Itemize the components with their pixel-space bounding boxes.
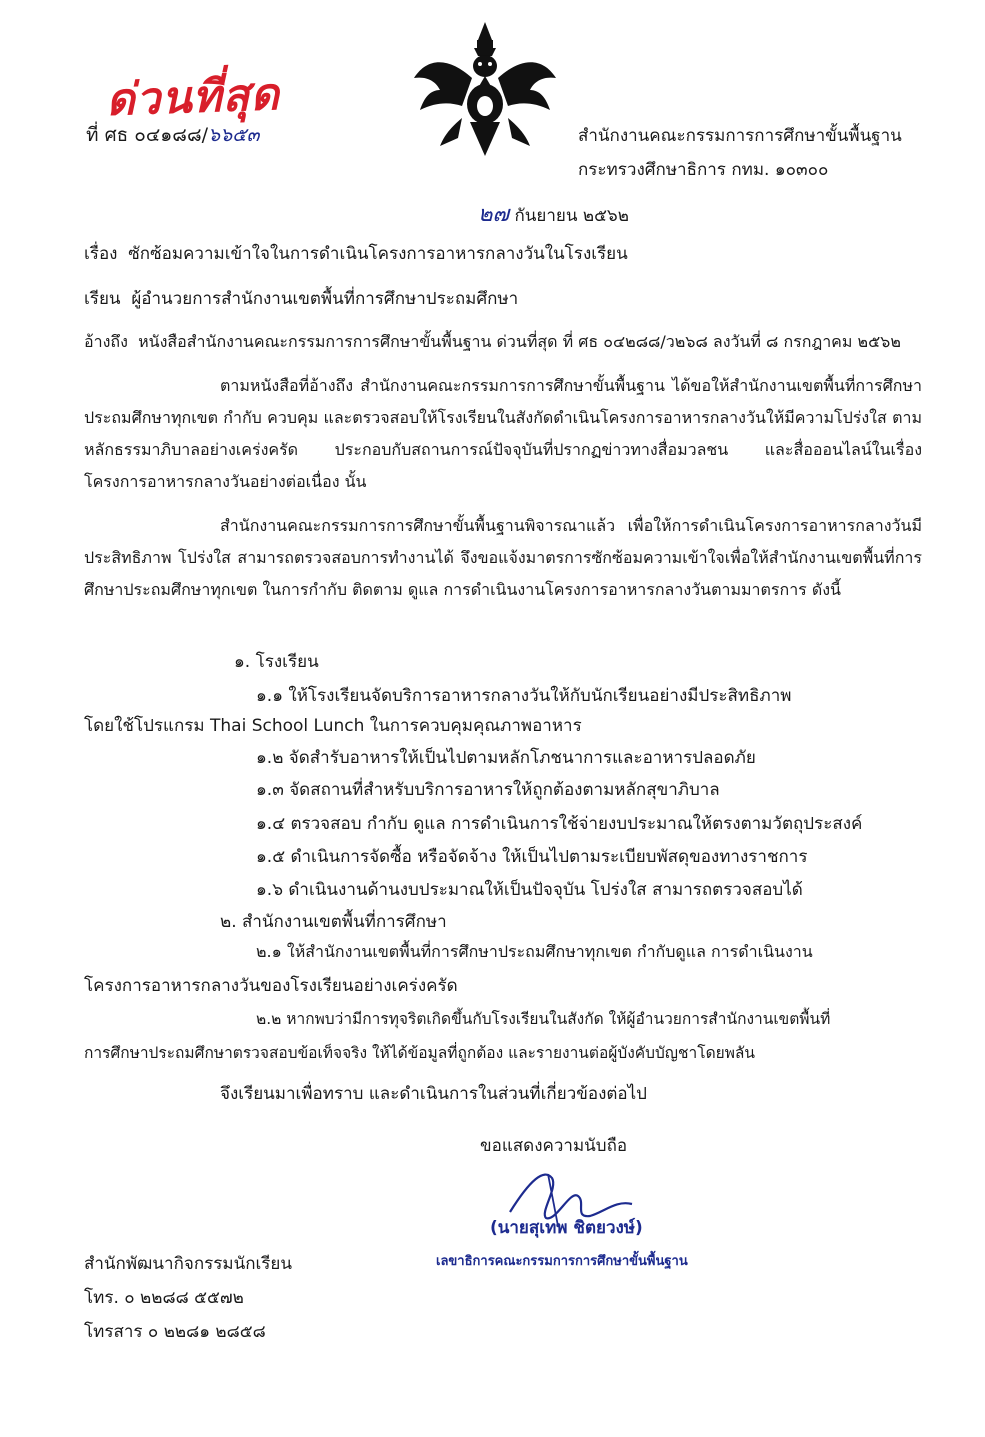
reference-label: อ้างถึง (84, 332, 128, 351)
salutation: ขอแสดงความนับถือ (480, 1136, 628, 1156)
closing-sentence: จึงเรียนมาเพื่อทราบ และดำเนินการในส่วนที่เกี่ยวข้องต่อไป (220, 1084, 647, 1104)
issuer-office: สำนักงานคณะกรรมการการศึกษาขั้นพื้นฐาน (578, 126, 902, 146)
item-1-1-continued: โดยใช้โปรแกรม Thai School Lunch ในการควบคุมคุณภาพอาหาร (84, 716, 582, 736)
section-1-title: ๑. โรงเรียน (234, 652, 319, 672)
body-paragraph-1: ตามหนังสือที่อ้างถึง สำนักงานคณะกรรมการการศึกษาขั้นพื้นฐาน ได้ขอให้สำนักงานเขตพื้นที่การศึกษาประถมศึกษาทุกเขต กำกับ ควบคุม และตรวจสอบให้โรงเรียนในสังกัดดำเนินโครงการอาหารกลางวันให้มีความโปร่งใส ตามหลักธรรมาภิบาลอย่างเคร่งครัด ประกอบกับสถานการณ์ปัจจุบันที่ปรากฏข่าวทางสื่อมวลชน และสื่อออนไลน์ในเรื่องโครงการอาหารกลางวันอย่างต่อเนื่อง นั้น (84, 376, 922, 491)
signatory-name: (นายสุเทพ ชิตยวงษ์) (490, 1218, 643, 1238)
subject-text: ซักซ้อมความเข้าใจในการดำเนินโครงการอาหารกลางวันในโรงเรียน (128, 244, 628, 264)
ref-handwritten-number: ๖๖๕๓ (208, 124, 260, 146)
item-2-2: ๒.๒ หากพบว่ามีการทุจริตเกิดขึ้นกับโรงเรียนในสังกัด ให้ผู้อำนวยการสำนักงานเขตพื้นที่ (256, 1010, 831, 1028)
signatory-title: เลขาธิการคณะกรรมการการศึกษาขั้นพื้นฐาน (436, 1254, 688, 1269)
item-1-2: ๑.๒ จัดสำรับอาหารให้เป็นไปตามหลักโภชนาการและอาหารปลอดภัย (256, 748, 756, 768)
footer-fax: โทรสาร ๐ ๒๒๘๑ ๒๘๕๘ (84, 1322, 266, 1342)
recipient-line (84, 285, 518, 312)
item-1-1: ๑.๑ ให้โรงเรียนจัดบริการอาหารกลางวันให้กับนักเรียนอย่างมีประสิทธิภาพ (256, 686, 792, 706)
reference-line (84, 330, 901, 355)
subject-line (84, 240, 628, 267)
section-2-title: ๒. สำนักงานเขตพื้นที่การศึกษา (220, 912, 447, 932)
subject-label: เรื่อง (84, 244, 118, 264)
body-paragraph-2: สำนักงานคณะกรรมการการศึกษาขั้นพื้นฐานพิจารณาแล้ว เพื่อให้การดำเนินโครงการอาหารกลางวันมีประสิทธิภาพ โปร่งใส สามารถตรวจสอบการทำงานได้ จึงขอแจ้งมาตรการซักซ้อมความเข้าใจเพื่อให้สำนักงานเขตพื้นที่การศึกษาประถมศึกษาทุกเขต ในการกำกับ ติดตาม ดูแล การดำเนินงานโครงการอาหารกลางวันตามมาตรการ ดังนี้ (84, 516, 922, 599)
item-1-3: ๑.๓ จัดสถานที่สำหรับบริการอาหารให้ถูกต้องตามหลักสุขาภิบาล (256, 780, 720, 800)
issuer-address: กระทรวงศึกษาธิการ กทม. ๑๐๓๐๐ (578, 160, 829, 180)
footer-office: สำนักพัฒนากิจกรรมนักเรียน (84, 1254, 293, 1274)
date-month-year: กันยายน ๒๕๖๒ (514, 206, 629, 226)
recipient-text: ผู้อำนวยการสำนักงานเขตพื้นที่การศึกษาประถมศึกษา (131, 289, 519, 309)
item-2-2-continued: การศึกษาประถมศึกษาตรวจสอบข้อเท็จจริง ให้ได้ข้อมูลที่ถูกต้อง และรายงานต่อผู้บังคับบัญชาโดยพลัน (84, 1044, 756, 1062)
reference-text: หนังสือสำนักงานคณะกรรมการการศึกษาขั้นพื้นฐาน ด่วนที่สุด ที่ ศธ ๐๔๒๘๘/ว๒๖๘ ลงวันที่ ๘ กรกฎาคม ๒๕๖๒ (138, 332, 901, 351)
item-1-5: ๑.๕ ดำเนินการจัดซื้อ หรือจัดจ้าง ให้เป็นไปตามระเบียบพัสดุของทางราชการ (256, 847, 808, 867)
reference-number (86, 120, 260, 150)
urgency-stamp: ด่วนที่สุด (105, 68, 281, 127)
footer-phone: โทร. ๐ ๒๒๘๘ ๕๕๗๒ (84, 1288, 244, 1308)
item-2-1: ๒.๑ ให้สำนักงานเขตพื้นที่การศึกษาประถมศึกษาทุกเขต กำกับดูแล การดำเนินงาน (256, 942, 813, 961)
document-date (478, 196, 629, 231)
item-2-1-continued: โครงการอาหารกลางวันของโรงเรียนอย่างเคร่งครัด (84, 976, 458, 996)
item-1-6: ๑.๖ ดำเนินงานด้านงบประมาณให้เป็นปัจจุบัน โปร่งใส สามารถตรวจสอบได้ (256, 880, 803, 900)
garuda-emblem-icon (410, 18, 560, 158)
ref-label: ที่ ศธ ๐๔๑๘๘/ (86, 124, 209, 146)
item-1-4: ๑.๔ ตรวจสอบ กำกับ ดูแล การดำเนินการใช้จ่ายงบประมาณให้ตรงตามวัตถุประสงค์ (256, 814, 863, 834)
recipient-label: เรียน (84, 289, 121, 309)
date-handwritten-day: ๒๗ (478, 202, 510, 227)
